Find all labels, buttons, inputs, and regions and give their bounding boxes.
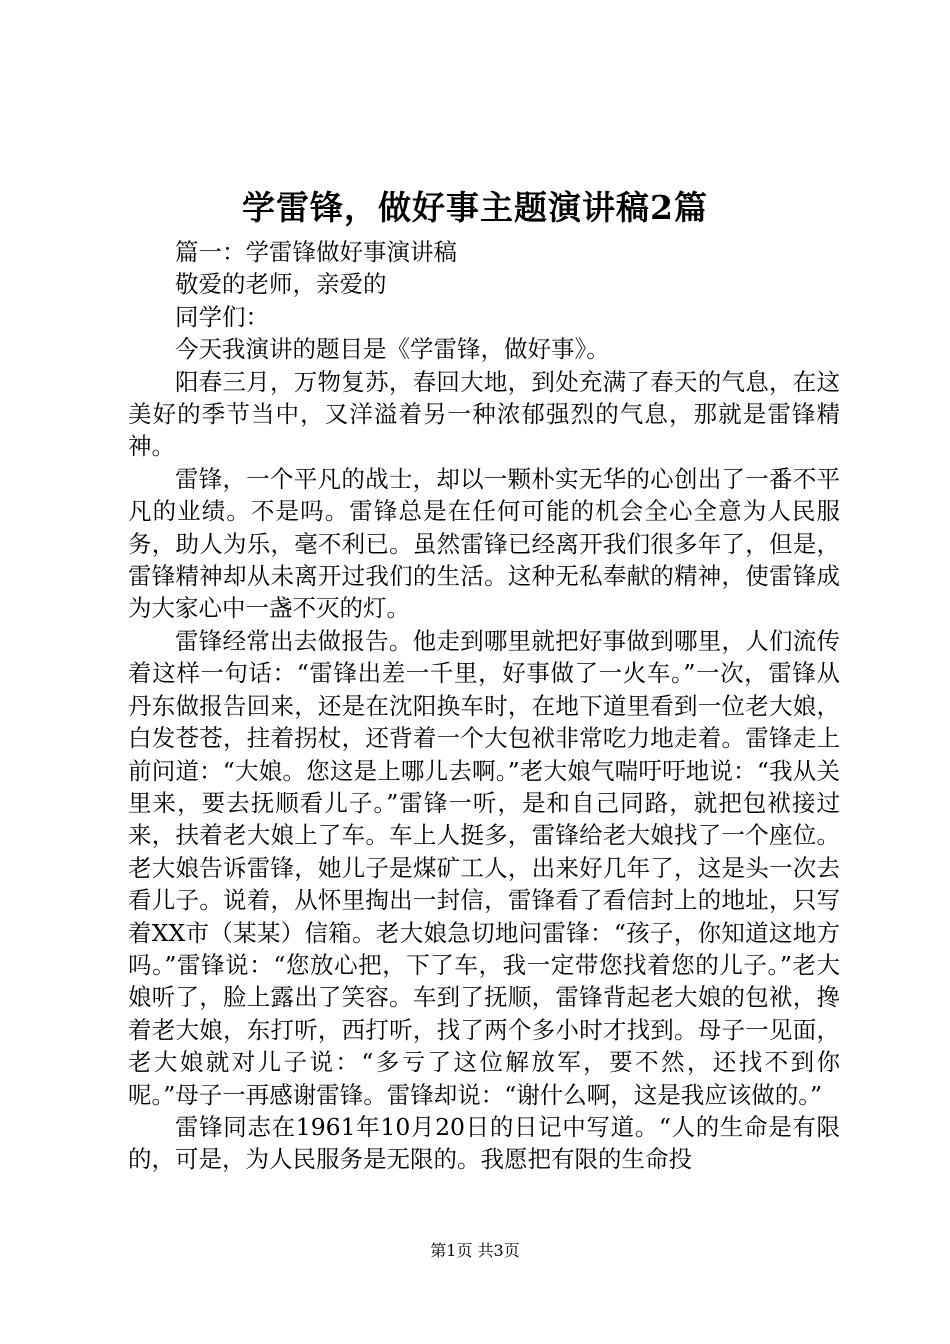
paragraph-intro: 今天我演讲的题目是《学雷锋，做好事》。 <box>175 335 610 364</box>
paragraph-leifeng-soldier: 雷锋，一个平凡的战士，却以一颗朴实无华的心创出了一番不平凡的业绩。不是吗。雷锋总是在任何可能的机会全心全意为人民服务，助人为乐，毫不利已。虽然雷锋已经离开我们很多年了，但是，雷锋精神却从未离开过我们的生活。这种无私奉献的精神，使雷锋成为大家心中一盏不灭的灯。 <box>128 464 840 623</box>
salutation-line-2: 同学们： <box>175 302 269 331</box>
paragraph-spring: 阳春三月，万物复苏，春回大地，到处充满了春天的气息，在这美好的季节当中，又洋溢着另一种浓郁强烈的气息，那就是雷锋精神。 <box>128 367 840 461</box>
document-body <box>128 236 840 1176</box>
page-footer: 第1页 共3页 <box>430 1241 520 1260</box>
document-title: 学雷锋，做好事主题演讲稿2篇 <box>242 188 708 227</box>
paragraph-story: 雷锋经常出去做报告。他走到哪里就把好事做到哪里，人们流传着这样一句话：“雷锋出差一千里，好事做了一火车。”一次，雷锋从丹东做报告回来，还是在沈阳换车时，在地下道里看到一位老大娘，白发苍苍，拄着拐杖，还背着一个大包袱非常吃力地走着。雷锋走上前问道：“大娘。您这是上哪儿去啊。”老大娘气喘吁吁地说：“我从关里来，要去抚顺看儿子。”雷锋一听，是和自己同路，就把包袱接过来，扶着老大娘上了车。车上人挺多，雷锋给老大娘找了一个座位。老大娘告诉雷锋，她儿子是煤矿工人，出来好几年了，这是头一次去看儿子。说着，从怀里掏出一封信，雷锋看了看信封上的地址，只写着XX市（某某）信箱。老大娘急切地问雷锋：“孩子，你知道这地方吗。”雷锋说：“您放心把，下了车，我一定带您找着您的儿子。”老大娘听了，脸上露出了笑容。车到了抚顺，雷锋背起老大娘的包袱，搀着老大娘，东打听，西打听，找了两个多小时才找到。母子一见面，老大娘就对儿子说：“多亏了这位解放军，要不然，还找不到你呢。”母子一再感谢雷锋。雷锋却说：“谢什么啊，这是我应该做的。” <box>128 626 840 1109</box>
salutation-line-1: 敬爱的老师，亲爱的 <box>175 270 387 299</box>
paragraph-diary: 雷锋同志在1961年10月20日的日记中写道。“人的生命是有限的，可是，为人民服务是无限的。我愿把有限的生命投 <box>128 1112 840 1174</box>
section-heading: 篇一：学雷锋做好事演讲稿 <box>175 238 457 266</box>
